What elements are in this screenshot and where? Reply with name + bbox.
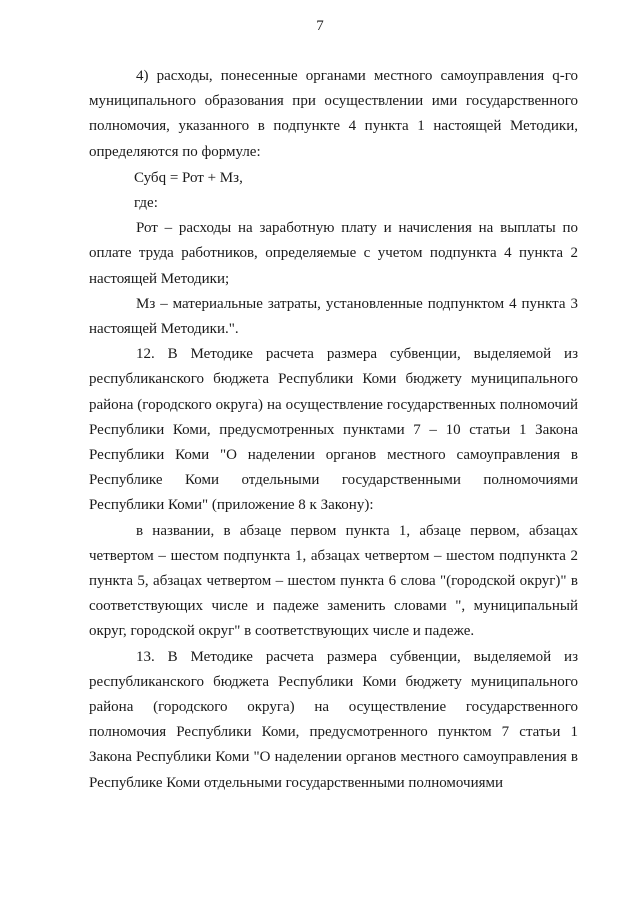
definition-rot: Рот – расходы на заработную плату и начисления на выплаты по оплате труда работников, определяемые с учетом подпункта 4 пункта 2 настоящей Методики; [89, 220, 578, 287]
definition-mz: Мз – материальные затраты, установленные подпунктом 4 пункта 3 настоящей Методики.". [89, 295, 578, 338]
paragraph-item-12-change: в названии, в абзаце первом пункта 1, абзаце первом, абзацах четвертом – шестом подпункта 1, абзацах четвертом – шестом подпункта 2 пункта 5, абзацах четвертом – шестом пункта 6 слова "(городской округ)" в соответствующих числе и падеже заменить словами ", муниципальный округ, городской округ" в соответствующих числе и падеже. [89, 522, 578, 640]
paragraph-item-12: 12. В Методике расчета размера субвенции, выделяемой из республиканского бюджета Республики Коми бюджету муниципального района (городского округа) на осуществление государственных полномочий Республики Коми, предусмотренных пунктами 7 – 10 статьи 1 Закона Республики Коми "О наделении органов местного самоуправления в Республике Коми отдельными государственными полномочиями Республики Коми" (приложение 8 к Закону): [89, 346, 578, 514]
page-number: 7 [316, 18, 324, 34]
formula: Субq = Рот + Мз, [134, 169, 243, 186]
paragraph-subitem-4: 4) расходы, понесенные органами местного самоуправления q-го муниципального образования при осуществлении ими государственного полномочия, указанного в подпункте 4 пункта 1 настоящей Методики, определяются по формуле: [89, 68, 578, 160]
formula-where-label: где: [134, 195, 158, 212]
document-body [89, 64, 578, 796]
paragraph-item-13: 13. В Методике расчета размера субвенции, выделяемой из республиканского бюджета Республики Коми бюджету муниципального района (городского округа) на осуществление государственного полномочия Республики Коми, предусмотренного пунктом 7 статьи 1 Закона Республики Коми "О наделении органов местного самоуправления в Республике Коми отдельными государственными полномочиями [89, 648, 578, 791]
